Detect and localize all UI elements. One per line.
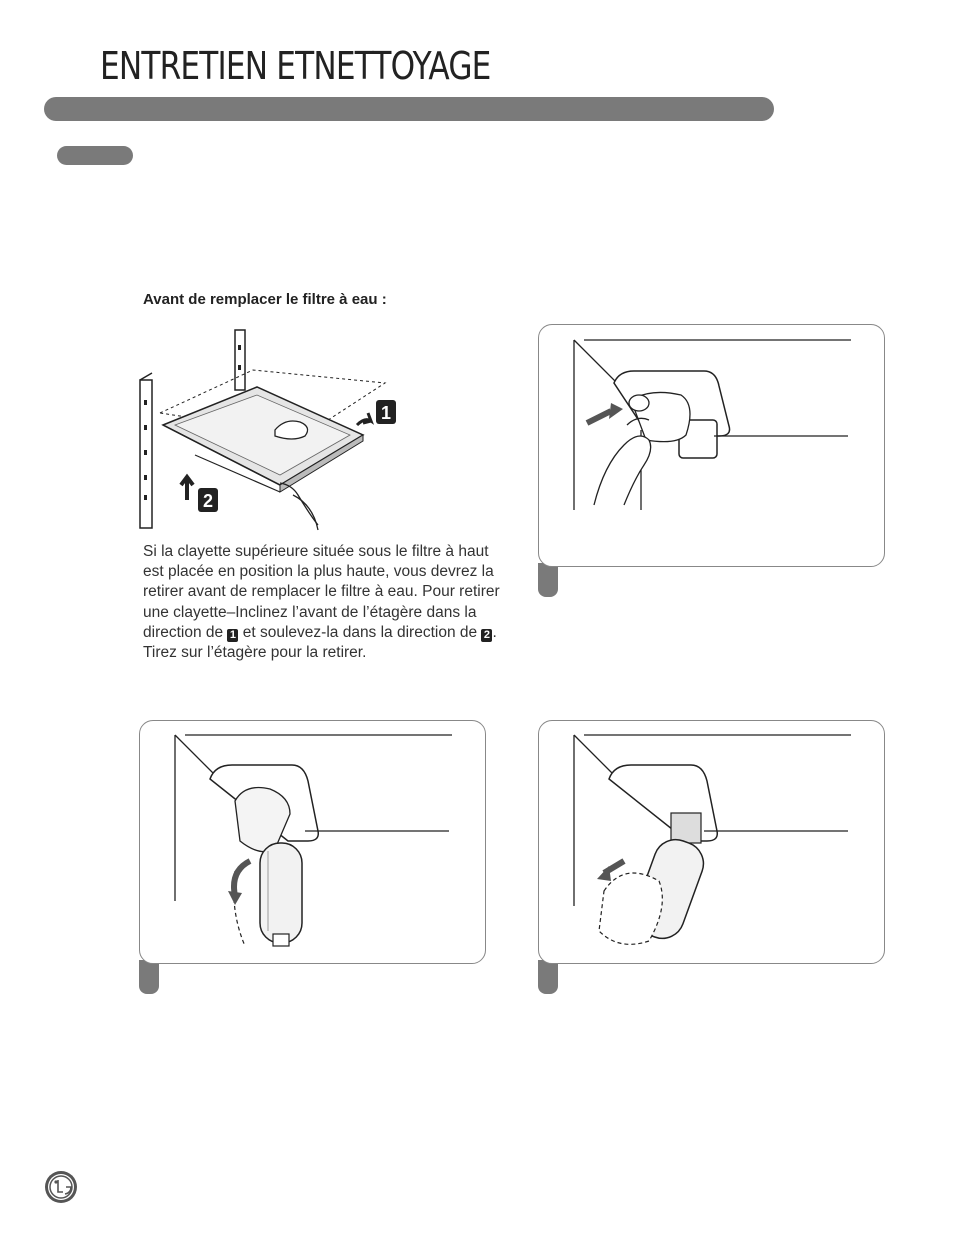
figure-label-2: 2 <box>202 491 214 511</box>
direction-badge-1: 1 <box>227 629 238 642</box>
push-filter-illustration <box>539 325 884 566</box>
section-pill <box>57 146 133 165</box>
paragraph-text: Si la clayette supérieure située sous le filtre à haut est placée en position la plus haute, vous devrez la retirer avant de remplacer le filtre à eau. Pour retirer une clayette–Inclinez l’avant de l’étagère dans la direction de <box>143 543 500 641</box>
direction-badge-2: 2 <box>481 629 492 642</box>
figure-label-1: 1 <box>380 403 392 423</box>
shelf-removal-illustration <box>135 325 405 530</box>
lg-logo-icon <box>45 1171 77 1203</box>
instruction-paragraph <box>143 542 503 663</box>
paragraph-text: . Tirez sur l’étagère pour la retirer. <box>143 623 497 662</box>
step-tab <box>538 563 558 597</box>
step-tab <box>538 960 558 994</box>
step-panel-pull-filter <box>538 720 885 964</box>
subheading: Avant de remplacer le filtre à eau : <box>143 291 387 308</box>
paragraph-text: et soulevez-la dans la direction de <box>238 623 482 641</box>
step-tab <box>139 960 159 994</box>
step-panel-push-filter <box>538 324 885 567</box>
page-title: ENTRETIEN ETNETTOYAGE <box>100 44 491 88</box>
pull-filter-illustration <box>539 721 884 963</box>
step-panel-lower-filter <box>139 720 486 964</box>
title-bar <box>44 97 774 121</box>
lower-filter-illustration <box>140 721 485 963</box>
